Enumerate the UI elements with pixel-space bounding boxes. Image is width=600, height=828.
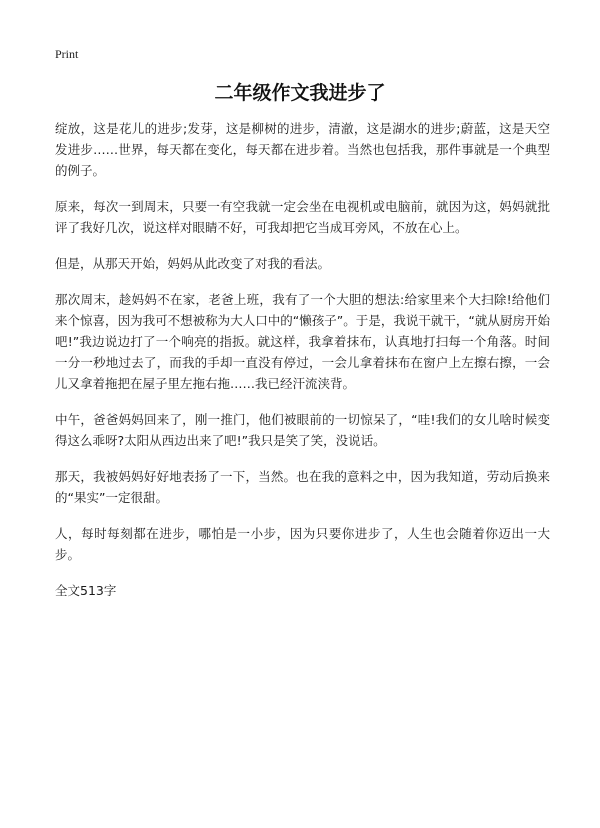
paragraph-7: 人，每时每刻都在进步，哪怕是一小步，因为只要你进步了，人生也会随着你迈出一大步。	[55, 526, 550, 562]
paragraph-2: 原来，每次一到周末，只要一有空我就一定会坐在电视机或电脑前，就因为这，妈妈就批评了我好几次，说这样对眼睛不好，可我却把它当成耳旁风，不放在心上。	[55, 199, 550, 235]
article-body	[55, 118, 550, 601]
paragraph-1: 绽放，这是花儿的进步;发芽，这是柳树的进步，清澈，这是湖水的进步;蔚蓝，这是天空发进步……世界，每天都在变化，每天都在进步着。当然也包括我，那件事就是一个典型的例子。	[55, 121, 550, 178]
word-count: 全文513字	[55, 583, 117, 598]
paragraph-3: 但是，从那天开始，妈妈从此改变了对我的看法。	[55, 256, 331, 271]
paragraph-4: 那次周末，趁妈妈不在家，老爸上班，我有了一个大胆的想法:给家里来个大扫除!给他们来个惊喜，因为我可不想被称为大人口中的“懒孩子”。于是，我说干就干，“就从厨房开始吧!”我边说边打了一个响亮的指扳。就这样，我拿着抹布，认真地打扫每一个角落。时间一分一秒地过去了，而我的手却一直没有停过，一会儿拿着抹布在窗户上左擦右擦，一会儿又拿着拖把在屋子里左拖右拖……我已经汗流浃背。	[55, 292, 550, 391]
print-link[interactable]: Print	[55, 47, 79, 61]
paragraph-5: 中午，爸爸妈妈回来了，刚一推门，他们被眼前的一切惊呆了，“哇!我们的女儿啥时候变得这么乖呀?太阳从西边出来了吧!”我只是笑了笑，没说话。	[55, 412, 550, 448]
article-title: 二年级作文我进步了	[214, 82, 386, 104]
paragraph-6: 那天，我被妈妈好好地表扬了一下，当然。也在我的意料之中，因为我知道，劳动后换来的“果实”一定很甜。	[55, 469, 550, 505]
